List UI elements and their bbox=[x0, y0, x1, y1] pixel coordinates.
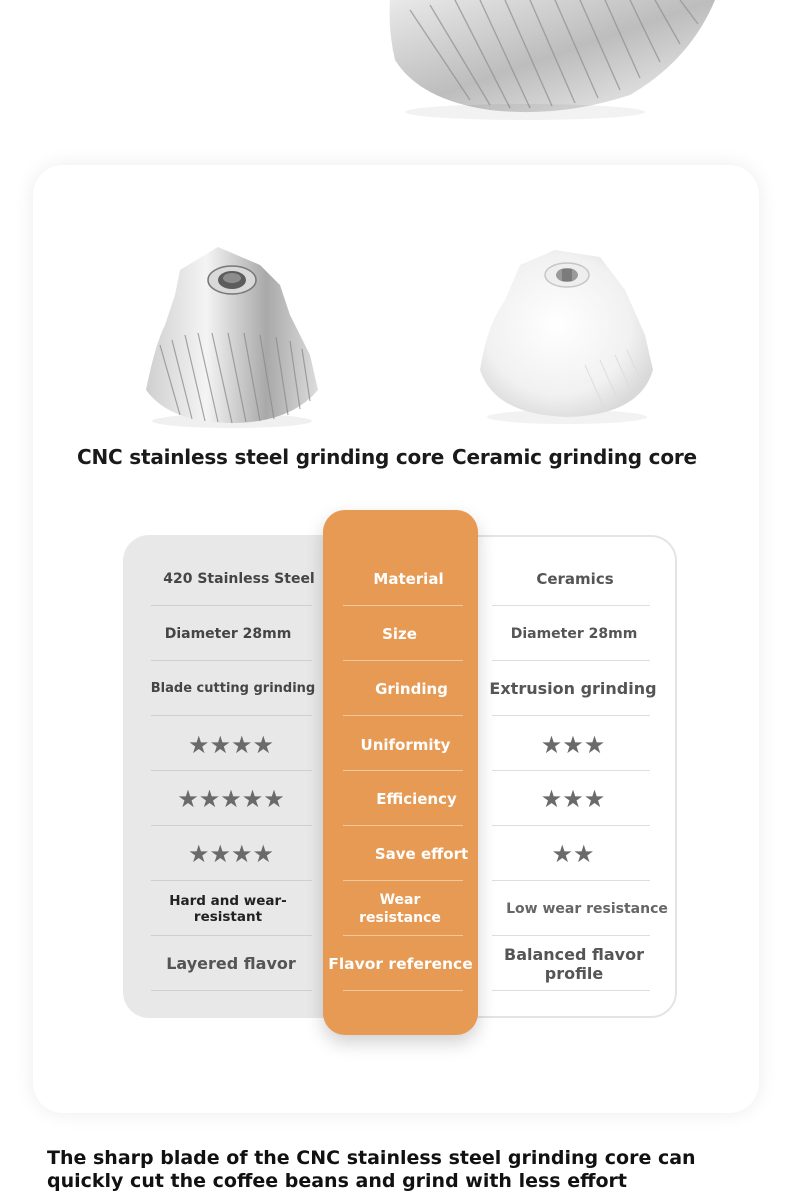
right-divider bbox=[492, 935, 650, 936]
steel-save-effort-stars: ★★★★ bbox=[187, 839, 275, 868]
top-steel-burr-image bbox=[0, 0, 790, 130]
ceramic-efficiency-stars: ★★★ bbox=[540, 784, 606, 813]
attr-wear-resistance: Wear resistance bbox=[359, 891, 441, 926]
footer-description: The sharp blade of the CNC stainless steel grinding core can quickly cut the coffee beans and grind with less effort bbox=[47, 1147, 696, 1192]
steel-grinding: Blade cutting grinding bbox=[150, 681, 316, 696]
right-divider bbox=[492, 880, 650, 881]
left-divider bbox=[151, 935, 312, 936]
ceramic-grinding: Extrusion grinding bbox=[489, 679, 657, 698]
left-divider bbox=[151, 825, 312, 826]
steel-burr-image bbox=[140, 245, 325, 430]
right-divider bbox=[492, 660, 650, 661]
left-divider bbox=[151, 605, 312, 606]
steel-uniformity-stars: ★★★★ bbox=[187, 730, 275, 759]
steel-efficiency-stars: ★★★★★ bbox=[177, 784, 285, 813]
left-divider bbox=[151, 660, 312, 661]
ceramic-flavor: Balanced flavor profile bbox=[504, 944, 644, 983]
ceramic-size: Diameter 28mm bbox=[510, 625, 638, 642]
mid-divider bbox=[343, 605, 463, 606]
steel-size: Diameter 28mm bbox=[164, 625, 292, 642]
mid-divider bbox=[343, 715, 463, 716]
ceramic-material: Ceramics bbox=[536, 569, 614, 588]
attr-uniformity: Uniformity bbox=[360, 735, 451, 754]
mid-divider bbox=[343, 990, 463, 991]
right-divider bbox=[492, 825, 650, 826]
attr-size: Size bbox=[382, 624, 417, 643]
attr-material: Material bbox=[373, 569, 444, 588]
right-divider bbox=[492, 770, 650, 771]
mid-divider bbox=[343, 770, 463, 771]
right-divider bbox=[492, 990, 650, 991]
steel-material: 420 Stainless Steel bbox=[163, 570, 315, 587]
steel-wear: Hard and wear-resistant bbox=[169, 892, 287, 925]
ceramic-wear: Low wear resistance bbox=[506, 900, 668, 917]
right-divider bbox=[492, 715, 650, 716]
ceramic-core-title: Ceramic grinding core bbox=[452, 445, 697, 469]
mid-divider bbox=[343, 935, 463, 936]
mid-divider bbox=[343, 660, 463, 661]
mid-divider bbox=[343, 825, 463, 826]
right-divider bbox=[492, 605, 650, 606]
attr-grinding: Grinding bbox=[375, 679, 448, 698]
attr-efficiency: Efficiency bbox=[376, 789, 457, 808]
steel-flavor: Layered flavor bbox=[166, 954, 296, 973]
ceramic-uniformity-stars: ★★★ bbox=[540, 730, 606, 759]
mid-divider bbox=[343, 880, 463, 881]
left-divider bbox=[151, 715, 312, 716]
left-divider bbox=[151, 880, 312, 881]
left-divider bbox=[151, 990, 312, 991]
attr-flavor-reference: Flavor reference bbox=[328, 954, 473, 973]
steel-core-title: CNC stainless steel grinding core bbox=[77, 445, 445, 469]
left-divider bbox=[151, 770, 312, 771]
attr-save-effort: Save effort bbox=[374, 844, 469, 863]
ceramic-save-effort-stars: ★★ bbox=[551, 839, 595, 868]
ceramic-burr-image bbox=[475, 245, 660, 430]
